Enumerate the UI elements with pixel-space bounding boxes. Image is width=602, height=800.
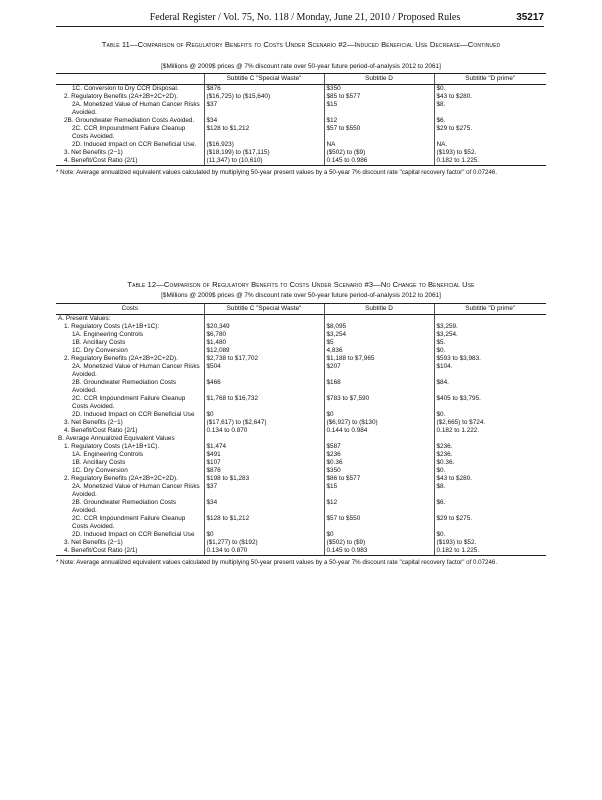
table-12-subtitle: [$Millions @ 2009$ prices @ 7% discount rate over 50-year future period-of-analysis 2012 to 2061] — [161, 292, 441, 299]
subtitle-c-cell: ($16,923) — [204, 141, 324, 149]
subtitle-d-prime-cell: $29 to $275. — [434, 515, 546, 531]
table-row — [56, 539, 546, 547]
row-label: 2. Regulatory Benefits (2A+2B+2C+2D). — [64, 355, 178, 362]
table-row — [56, 475, 546, 483]
table-12-note: * Note: Average annualized equivalent values calculated by multiplying 50-year present values by a 50-year 7% discount rate "capital recovery factor" of 0.07246. — [56, 559, 498, 566]
subtitle-c-cell: ($17,617) to ($2,647) — [204, 419, 324, 427]
subtitle-d-prime-cell: $593 to $3,983. — [434, 355, 546, 363]
row-label: 4. Benefit/Cost Ratio (2/1) — [64, 427, 138, 434]
subtitle-c-cell: $1,474 — [204, 443, 324, 451]
subtitle-c-cell: $1,768 to $16,732 — [204, 395, 324, 411]
subtitle-d-prime-cell: $236. — [434, 443, 546, 451]
table-row — [56, 515, 546, 531]
subtitle-d-cell: $207 — [324, 363, 434, 379]
subtitle-d-cell: $57 to $550 — [324, 125, 434, 141]
subtitle-c-cell: $0 — [204, 411, 324, 419]
row-label: 2D. Induced Impact on CCR Beneficial Use. — [72, 141, 197, 148]
subtitle-c-cell — [204, 315, 324, 324]
subtitle-d-prime-cell: $43 to $280. — [434, 93, 546, 101]
subtitle-d-prime-cell: $0.36. — [434, 459, 546, 467]
subtitle-c-cell: $37 — [204, 101, 324, 117]
table-row — [56, 531, 546, 539]
subtitle-c-cell: $34 — [204, 117, 324, 125]
row-label: 2A. Monetized Value of Human Cancer Risks Avoided. — [72, 363, 200, 378]
row-label: 2. Regulatory Benefits (2A+2B+2C+2D). — [64, 475, 178, 482]
table-row — [56, 483, 546, 499]
subtitle-c-cell: $128 to $1,212 — [204, 125, 324, 141]
subtitle-d-cell: $587 — [324, 443, 434, 451]
table-11-title: Table 11—Comparison of Regulatory Benefits to Costs Under Scenario #2—Induced Beneficial Use Decrease—Continued — [101, 40, 501, 49]
table-row — [56, 379, 546, 395]
subtitle-d-cell: 0.145 to 0.986 — [324, 157, 434, 166]
subtitle-c-cell: $12,089 — [204, 347, 324, 355]
subtitle-d-prime-cell: $6. — [434, 117, 546, 125]
row-label: B. Average Annualized Equivalent Values — [58, 435, 175, 442]
table-row — [56, 93, 546, 101]
table-row — [56, 419, 546, 427]
subtitle-d-prime-cell: $43 to $280. — [434, 475, 546, 483]
subtitle-c-cell: $198 to $1,283 — [204, 475, 324, 483]
subtitle-c-cell: $1,480 — [204, 339, 324, 347]
subtitle-c-cell: (11,347) to (10,610) — [204, 157, 324, 166]
subtitle-d-prime-cell: $8. — [434, 483, 546, 499]
subtitle-d-prime-cell — [434, 435, 546, 443]
subtitle-c-cell: $466 — [204, 379, 324, 395]
subtitle-c-cell: $6,780 — [204, 331, 324, 339]
subtitle-d-cell: $3,254 — [324, 331, 434, 339]
subtitle-d-prime-cell: $6. — [434, 499, 546, 515]
row-label: 2C. CCR Impoundment Failure Cleanup Costs Avoided. — [72, 515, 186, 530]
subtitle-d-cell: 0.144 to 0.984 — [324, 427, 434, 435]
table-12 — [56, 303, 546, 556]
subtitle-c-cell: $34 — [204, 499, 324, 515]
table-11-header-row — [56, 74, 546, 85]
subtitle-c-cell: $491 — [204, 451, 324, 459]
subtitle-d-cell: $350 — [324, 467, 434, 475]
subtitle-d-prime-cell — [434, 315, 546, 324]
subtitle-c-cell: $128 to $1,212 — [204, 515, 324, 531]
table-row — [56, 117, 546, 125]
subtitle-c-cell: 0.134 to 0.870 — [204, 427, 324, 435]
column-header: Subtitle D — [324, 304, 434, 315]
row-label: 1A. Engineering Controls — [72, 331, 144, 338]
page-number: 35217 — [516, 12, 544, 23]
subtitle-c-cell: $37 — [204, 483, 324, 499]
subtitle-d-prime-cell: NA. — [434, 141, 546, 149]
subtitle-c-cell: ($16,725) to ($15,640) — [204, 93, 324, 101]
column-header — [56, 74, 204, 85]
subtitle-d-prime-cell: $236. — [434, 451, 546, 459]
subtitle-d-cell: $0.36 — [324, 459, 434, 467]
row-label: 1. Regulatory Costs (1A+1B+1C): — [64, 323, 160, 330]
subtitle-d-prime-cell: $104. — [434, 363, 546, 379]
column-header: Subtitle D — [324, 74, 434, 85]
subtitle-d-prime-cell: $0. — [434, 411, 546, 419]
subtitle-d-prime-cell: $405 to $3,795. — [434, 395, 546, 411]
subtitle-d-prime-cell: $0. — [434, 85, 546, 94]
subtitle-d-cell: $15 — [324, 101, 434, 117]
table-11 — [56, 73, 546, 166]
subtitle-d-cell: $12 — [324, 117, 434, 125]
subtitle-d-prime-cell: $84. — [434, 379, 546, 395]
subtitle-d-cell: ($6,927) to ($130) — [324, 419, 434, 427]
subtitle-d-prime-cell: ($193) to $52. — [434, 539, 546, 547]
subtitle-c-cell: $876 — [204, 467, 324, 475]
subtitle-d-cell: $783 to $7,590 — [324, 395, 434, 411]
table-row — [56, 499, 546, 515]
subtitle-d-prime-cell: 0.182 to 1.225. — [434, 157, 546, 166]
subtitle-d-prime-cell: ($2,665) to $724. — [434, 419, 546, 427]
table-row — [56, 157, 546, 166]
table-row — [56, 141, 546, 149]
table-12-title: Table 12—Comparison of Regulatory Benefits to Costs Under Scenario #3—No Change to Beneficial Use — [127, 280, 475, 289]
subtitle-d-cell: $0 — [324, 531, 434, 539]
row-label: A. Present Values: — [58, 315, 111, 322]
table-row — [56, 149, 546, 157]
table-row — [56, 315, 546, 324]
row-label: 2. Regulatory Benefits (2A+2B+2C+2D). — [64, 93, 178, 100]
subtitle-d-cell: 4,836 — [324, 347, 434, 355]
table-row — [56, 547, 546, 556]
subtitle-c-cell: $876 — [204, 85, 324, 94]
column-header: Subtitle "D prime" — [434, 74, 546, 85]
subtitle-d-prime-cell: $0. — [434, 531, 546, 539]
subtitle-d-cell: $8,095 — [324, 323, 434, 331]
subtitle-c-cell — [204, 435, 324, 443]
subtitle-c-cell: 0.134 to 0.870 — [204, 547, 324, 556]
row-label: 2B. Groundwater Remediation Costs Avoided. — [64, 117, 195, 124]
table-row — [56, 435, 546, 443]
subtitle-d-cell: 0.145 to 0.983 — [324, 547, 434, 556]
table-row — [56, 467, 546, 475]
subtitle-d-cell: $5 — [324, 339, 434, 347]
subtitle-d-cell: $1,188 to $7,965 — [324, 355, 434, 363]
subtitle-d-prime-cell: $0. — [434, 467, 546, 475]
row-label: 4. Benefit/Cost Ratio (2/1) — [56, 547, 204, 556]
subtitle-d-prime-cell: 0.182 to 1.222. — [434, 427, 546, 435]
subtitle-c-cell: $504 — [204, 363, 324, 379]
subtitle-d-prime-cell: $29 to $275. — [434, 125, 546, 141]
table-row — [56, 85, 546, 94]
row-label: 1. Regulatory Costs (1A+1B+1C). — [64, 443, 160, 450]
subtitle-d-cell: NA — [324, 141, 434, 149]
subtitle-d-cell: $0 — [324, 411, 434, 419]
subtitle-d-cell: $236 — [324, 451, 434, 459]
subtitle-d-cell: ($502) to ($9) — [324, 539, 434, 547]
table-12-header-row — [56, 304, 546, 315]
subtitle-c-cell: $2,738 to $17,702 — [204, 355, 324, 363]
row-label: 1C. Dry Conversion — [72, 347, 128, 354]
table-row — [56, 125, 546, 141]
subtitle-d-prime-cell: $3,259. — [434, 323, 546, 331]
subtitle-d-cell: $12 — [324, 499, 434, 515]
column-header: Subtitle C "Special Waste" — [204, 304, 324, 315]
running-head: Federal Register / Vol. 75, No. 118 / Monday, June 21, 2010 / Proposed Rules — [149, 12, 461, 23]
row-label: 2B. Groundwater Remediation Costs Avoided. — [72, 499, 177, 514]
row-label: 2C. CCR Impoundment Failure Cleanup Costs Avoided. — [72, 125, 186, 140]
table-row — [56, 347, 546, 355]
subtitle-d-cell: $15 — [324, 483, 434, 499]
subtitle-d-cell: $168 — [324, 379, 434, 395]
column-header: Costs — [56, 304, 204, 315]
subtitle-d-prime-cell: $0. — [434, 347, 546, 355]
table-11-note: * Note: Average annualized equivalent values calculated by multiplying 50-year present values by a 50-year 7% discount rate "capital recovery factor" of 0.07246. — [56, 169, 498, 176]
subtitle-d-cell — [324, 315, 434, 324]
subtitle-c-cell: ($18,199) to ($17,115) — [204, 149, 324, 157]
row-label: 2D. Induced Impact on CCR Beneficial Use — [72, 531, 195, 538]
subtitle-d-cell: $350 — [324, 85, 434, 94]
subtitle-d-cell: $85 to $577 — [324, 93, 434, 101]
table-row — [56, 323, 546, 331]
table-row — [56, 355, 546, 363]
row-label: 4. Benefit/Cost Ratio (2/1) — [56, 157, 204, 166]
subtitle-d-prime-cell: ($193) to $52. — [434, 149, 546, 157]
row-label: 1A. Engineering Controls — [72, 451, 144, 458]
row-label: 2D. Induced Impact on CCR Beneficial Use — [72, 411, 195, 418]
table-row — [56, 459, 546, 467]
row-label: 1B. Ancillary Costs — [72, 459, 126, 466]
subtitle-d-cell: ($502) to ($9) — [324, 149, 434, 157]
table-row — [56, 443, 546, 451]
subtitle-c-cell: $107 — [204, 459, 324, 467]
page-header — [56, 12, 544, 27]
table-row — [56, 101, 546, 117]
row-label: 2C. CCR Impoundment Failure Cleanup Costs Avoided. — [72, 395, 186, 410]
subtitle-d-cell — [324, 435, 434, 443]
subtitle-d-cell: $57 to $550 — [324, 515, 434, 531]
column-header: Subtitle C "Special Waste" — [204, 74, 324, 85]
subtitle-d-prime-cell: $5. — [434, 339, 546, 347]
column-header: Subtitle "D prime" — [434, 304, 546, 315]
row-label: 1C. Conversion to Dry CCR Disposal. — [72, 85, 179, 92]
table-row — [56, 395, 546, 411]
row-label: 3. Net Benefits (2−1) — [64, 419, 123, 426]
subtitle-c-cell: $20,349 — [204, 323, 324, 331]
table-row — [56, 427, 546, 435]
subtitle-c-cell: $0 — [204, 531, 324, 539]
subtitle-d-prime-cell: $3,254. — [434, 331, 546, 339]
row-label: 1C. Dry Conversion — [72, 467, 128, 474]
subtitle-c-cell: ($1,277) to ($192) — [204, 539, 324, 547]
row-label: 3. Net Benefits (2−1) — [64, 149, 123, 156]
table-row — [56, 339, 546, 347]
subtitle-d-prime-cell: $8. — [434, 101, 546, 117]
row-label: 2A. Monetized Value of Human Cancer Risks Avoided. — [72, 101, 200, 116]
row-label: 2B. Groundwater Remediation Costs Avoided. — [72, 379, 177, 394]
row-label: 1B. Ancillary Costs — [72, 339, 126, 346]
subtitle-d-prime-cell: 0.182 to 1.225. — [434, 547, 546, 556]
row-label: 2A. Monetized Value of Human Cancer Risks Avoided. — [72, 483, 200, 498]
row-label: 3. Net Benefits (2−1) — [64, 539, 123, 546]
table-11-subtitle: [$Millions @ 2009$ prices @ 7% discount rate over 50-year future period-of-analysis 2012 to 2061] — [161, 63, 441, 70]
table-row — [56, 363, 546, 379]
table-row — [56, 331, 546, 339]
table-row — [56, 451, 546, 459]
subtitle-d-cell: $86 to $577 — [324, 475, 434, 483]
table-row — [56, 411, 546, 419]
